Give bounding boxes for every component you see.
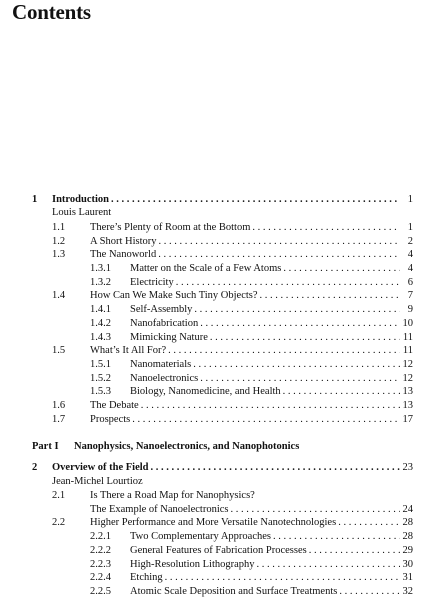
page-title: Contents — [12, 0, 91, 24]
subsection-title: Electricity — [130, 277, 174, 288]
section-page: 2 — [407, 236, 413, 247]
subsection-number: 2.2.5 — [90, 586, 111, 597]
subsection-entry[interactable] — [0, 276, 444, 290]
chapter-page: 23 — [402, 462, 413, 473]
subsection-title: Self-Assembly — [130, 304, 193, 315]
subsection-entry[interactable] — [0, 372, 444, 386]
part-label: Part I — [32, 441, 59, 452]
section-number: 1.3 — [52, 249, 66, 260]
subsection-title: Nanoelectronics — [130, 373, 199, 384]
section-number: 1.2 — [52, 236, 66, 247]
subsection-title: Biology, Nanomedicine, and Health — [130, 386, 281, 397]
section-entry[interactable] — [0, 235, 444, 249]
subsection-entry[interactable] — [0, 385, 444, 399]
subsection-title: Nanofabrication — [130, 318, 199, 329]
chapter-entry[interactable] — [0, 461, 444, 475]
section-number: 1.6 — [52, 400, 66, 411]
section-entry[interactable] — [0, 344, 444, 358]
section-entry[interactable] — [0, 516, 444, 530]
section-entry[interactable] — [0, 248, 444, 262]
subsection-number: 2.2.1 — [90, 531, 111, 542]
subsection-title: High-Resolution Lithography — [130, 559, 255, 570]
subsection-title: Two Complementary Approaches — [130, 531, 271, 542]
section-entry[interactable] — [0, 413, 444, 427]
chapter-number: 2 — [32, 462, 38, 473]
subsection-title: Matter on the Scale of a Few Atoms — [130, 263, 282, 274]
subsection-title: General Features of Fabrication Processes — [130, 545, 307, 556]
subsection-entry[interactable] — [0, 585, 444, 599]
subsection-entry[interactable] — [0, 358, 444, 372]
subsection-entry[interactable] — [0, 558, 444, 572]
subsection-number: 2.2.3 — [90, 559, 111, 570]
section-page: 7 — [407, 290, 413, 301]
section-number: 1.7 — [52, 414, 66, 425]
section-page: 24 — [402, 504, 413, 515]
subsection-entry[interactable] — [0, 571, 444, 585]
subsection-title: Nanomaterials — [130, 359, 192, 370]
section-entry[interactable] — [0, 399, 444, 413]
subsection-page: 10 — [402, 318, 413, 329]
subsection-page: 30 — [402, 559, 413, 570]
section-title: The Nanoworld — [90, 249, 157, 260]
subsection-page: 29 — [402, 545, 413, 556]
subsection-number: 1.5.1 — [90, 359, 111, 370]
subsection-entry[interactable] — [0, 331, 444, 345]
section-number: 2.2 — [52, 517, 66, 528]
subsection-number: 1.4.2 — [90, 318, 111, 329]
section-number: 2.1 — [52, 490, 66, 501]
section-page: 4 — [407, 249, 413, 260]
section-number: 1.5 — [52, 345, 66, 356]
section-page: 11 — [402, 345, 413, 356]
subsection-page: 11 — [402, 332, 413, 343]
chapter-title: Introduction — [52, 194, 109, 205]
subsection-page: 12 — [402, 373, 413, 384]
section-title: What’s It All For? — [90, 345, 167, 356]
subsection-number: 1.5.2 — [90, 373, 111, 384]
section-title: There’s Plenty of Room at the Bottom — [90, 222, 251, 233]
section-entry[interactable] — [0, 489, 444, 503]
subsection-page: 9 — [407, 304, 413, 315]
part-title: Nanophysics, Nanoelectronics, and Nanophotonics — [74, 441, 300, 452]
subsection-number: 2.2.2 — [90, 545, 111, 556]
subsection-entry[interactable] — [0, 530, 444, 544]
section-page: 17 — [402, 414, 413, 425]
subsection-number: 1.3.2 — [90, 277, 111, 288]
chapter-entry[interactable] — [0, 193, 444, 207]
section-number: 1.1 — [52, 222, 66, 233]
subsection-title: Mimicking Nature — [130, 332, 208, 343]
section-title-continued: The Example of Nanoelectronics — [90, 504, 229, 515]
section-entry[interactable] — [0, 289, 444, 303]
section-title: Is There a Road Map for Nanophysics? — [90, 490, 255, 501]
section-title: How Can We Make Such Tiny Objects? — [90, 290, 258, 301]
subsection-page: 31 — [402, 572, 413, 583]
subsection-number: 1.3.1 — [90, 263, 111, 274]
subsection-entry[interactable] — [0, 317, 444, 331]
chapter-author: Louis Laurent — [52, 207, 112, 218]
section-title: Higher Performance and More Versatile Nanotechnologies — [90, 517, 337, 528]
subsection-number: 1.5.3 — [90, 386, 111, 397]
section-page: 1 — [407, 222, 413, 233]
subsection-page: 13 — [402, 386, 413, 397]
subsection-entry[interactable] — [0, 544, 444, 558]
chapter-author: Jean-Michel Lourtioz — [52, 476, 143, 487]
subsection-title: Etching — [130, 572, 163, 583]
section-entry[interactable] — [0, 221, 444, 235]
chapter-page: 1 — [407, 194, 413, 205]
section-title: Prospects — [90, 414, 131, 425]
subsection-entry[interactable] — [0, 303, 444, 317]
section-page: 13 — [402, 400, 413, 411]
subsection-page: 4 — [407, 263, 413, 274]
subsection-page: 32 — [402, 586, 413, 597]
chapter-number: 1 — [32, 194, 38, 205]
section-number: 1.4 — [52, 290, 66, 301]
subsection-page: 6 — [407, 277, 413, 288]
subsection-number: 1.4.3 — [90, 332, 111, 343]
section-title: The Debate — [90, 400, 139, 411]
subsection-number: 1.4.1 — [90, 304, 111, 315]
subsection-title: Atomic Scale Deposition and Surface Treatments — [130, 586, 338, 597]
section-entry-continued[interactable] — [0, 503, 444, 517]
subsection-entry[interactable] — [0, 262, 444, 276]
subsection-page: 28 — [402, 531, 413, 542]
part-heading[interactable] — [0, 440, 444, 454]
subsection-page: 12 — [402, 359, 413, 370]
chapter-title: Overview of the Field — [52, 462, 149, 473]
section-title: A Short History — [90, 236, 157, 247]
subsection-number: 2.2.4 — [90, 572, 111, 583]
section-page: 28 — [402, 517, 413, 528]
